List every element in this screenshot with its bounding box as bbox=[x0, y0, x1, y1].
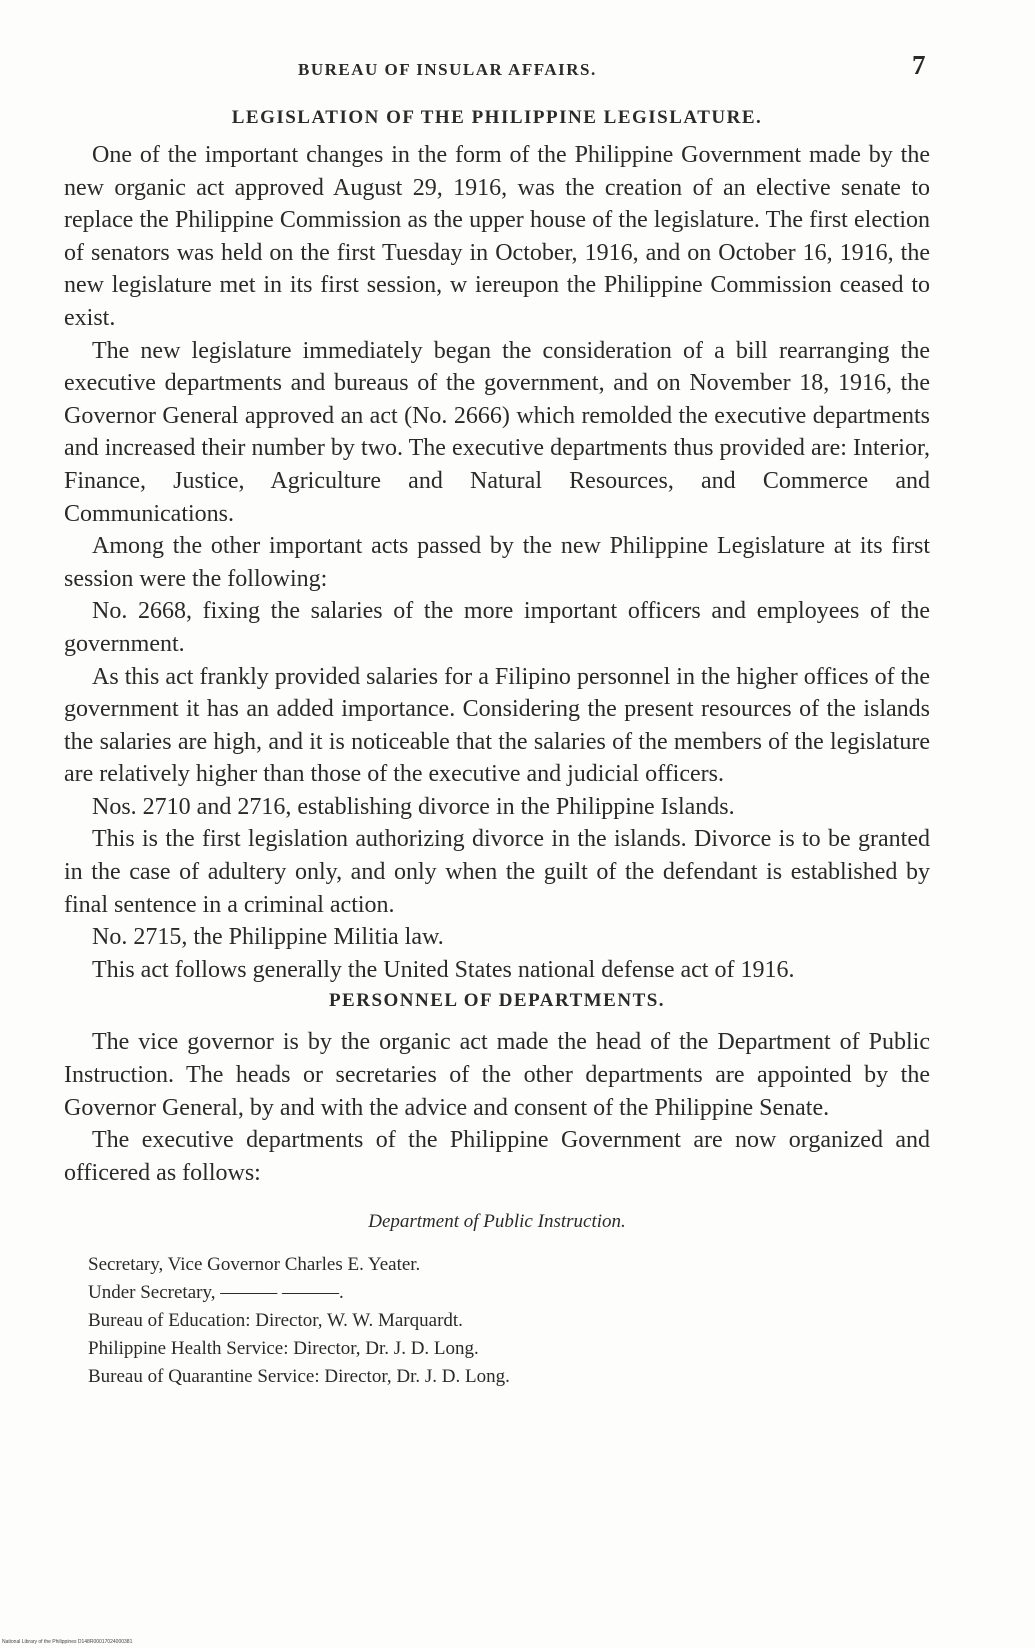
officer-entry: Bureau of Quarantine Service: Director, Dr. J. D. Long. bbox=[88, 1366, 510, 1388]
paragraph: As this act frankly provided salaries for a Filipino personnel in the higher offices of the government it has an added importance. Considering the present resources of the islands the salaries are high, and it is noticeable that the salaries of the members of the legislature are relatively higher than those of the executive and judicial officers. bbox=[64, 663, 930, 788]
scan-footer: National Library of the Philippines D148R00017024000381 bbox=[2, 1639, 133, 1645]
paragraph: The vice governor is by the organic act made the head of the Department of Public Instruction. The heads or secretaries of the other departments are appointed by the Governor General, by and with the advice and consent of the Philippine Senate. bbox=[64, 1029, 930, 1121]
section-title-personnel: PERSONNEL OF DEPARTMENTS. bbox=[328, 990, 666, 1012]
officer-list bbox=[64, 1251, 930, 1391]
paragraph: Nos. 2710 and 2716, establishing divorce in the Philippine Islands. bbox=[92, 793, 735, 820]
paragraph: No. 2668, fixing the salaries of the more important officers and employees of the government. bbox=[64, 598, 930, 657]
officer-entry: Secretary, Vice Governor Charles E. Yeater. bbox=[88, 1254, 421, 1276]
paragraph: No. 2715, the Philippine Militia law. bbox=[92, 924, 444, 951]
officer-entry: Under Secretary, ——— ———. bbox=[88, 1282, 344, 1304]
paragraph: The new legislature immediately began the consideration of a bill rearranging the executive departments and bureaus of the government, and on November 18, 1916, the Governor General approved an act (No. 2666) which remolded the executive departments and increased their number by two. The executive departments thus provided are: Interior, Finance, Justice, Agriculture and Natural Resources, and Commerce and Communications. bbox=[64, 337, 930, 527]
paragraph: This act follows generally the United States national defense act of 1916. bbox=[92, 956, 795, 983]
paragraph: The executive departments of the Philippine Government are now organized and officered as follows: bbox=[64, 1127, 930, 1186]
officer-entry: Philippine Health Service: Director, Dr. J. D. Long. bbox=[88, 1338, 479, 1360]
page-number: 7 bbox=[912, 50, 926, 80]
paragraph: Among the other important acts passed by the new Philippine Legislature at its first session were the following: bbox=[64, 533, 930, 592]
paragraph: One of the important changes in the form of the Philippine Government made by the new organic act approved August 29, 1916, was the creation of an elective senate to replace the Philippine Commission as the upper house of the legislature. The first election of senators was held on the first Tuesday in October, 1916, and on October 16, 1916, the new legislature met in its first session, w iereupon the Philippine Commission ceased to exist. bbox=[64, 142, 930, 331]
running-head: BUREAU OF INSULAR AFFAIRS. bbox=[298, 60, 597, 79]
section-title-legislation: LEGISLATION OF THE PHILIPPINE LEGISLATURE. bbox=[231, 107, 763, 128]
page-body bbox=[64, 105, 930, 1391]
department-heading: Department of Public Instruction. bbox=[368, 1211, 626, 1233]
paragraph: This is the first legislation authorizing divorce in the islands. Divorce is to be granted in the case of adultery only, and only when the guilt of the defendant is established by final sentence in a criminal action. bbox=[64, 826, 930, 918]
officer-entry: Bureau of Education: Director, W. W. Marquardt. bbox=[88, 1310, 463, 1332]
